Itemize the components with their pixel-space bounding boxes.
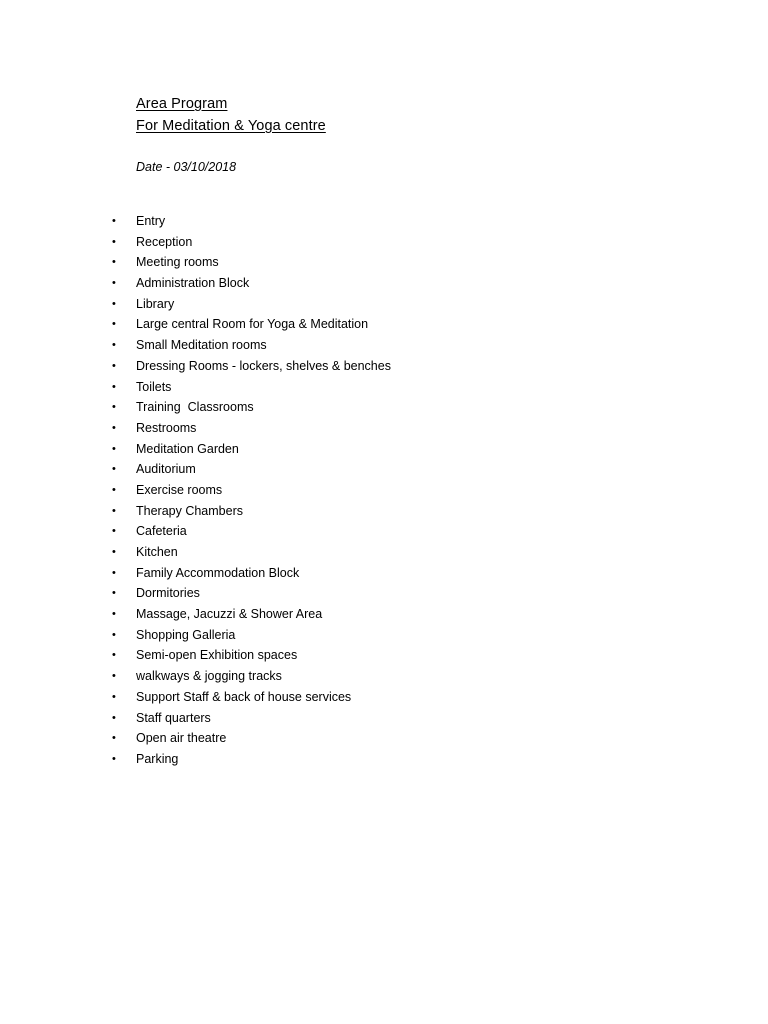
bullet-icon: • bbox=[112, 566, 116, 579]
bullet-icon: • bbox=[112, 483, 116, 496]
bullet-icon: • bbox=[112, 628, 116, 641]
list-item bbox=[0, 232, 520, 253]
list-item bbox=[0, 397, 520, 418]
list-item-label: Semi-open Exhibition spaces bbox=[136, 648, 298, 663]
list-item bbox=[0, 356, 520, 377]
area-program-list bbox=[0, 211, 520, 770]
list-item-label: Training Classrooms bbox=[136, 400, 254, 415]
list-item bbox=[0, 335, 520, 356]
bullet-icon: • bbox=[112, 649, 116, 662]
list-item bbox=[0, 377, 520, 398]
bullet-icon: • bbox=[112, 339, 116, 352]
list-item bbox=[0, 625, 520, 646]
list-item bbox=[0, 583, 520, 604]
list-item bbox=[0, 542, 520, 563]
bullet-icon: • bbox=[112, 711, 116, 724]
list-item-label: Parking bbox=[136, 751, 179, 766]
list-item bbox=[0, 563, 520, 584]
list-item-label: Restrooms bbox=[136, 420, 197, 435]
list-item-label: Meeting rooms bbox=[136, 255, 219, 270]
list-item-label: Support Staff & back of house services bbox=[136, 689, 352, 704]
list-item-label: Meditation Garden bbox=[136, 441, 239, 456]
list-item-label: Family Accommodation Block bbox=[136, 565, 300, 580]
bullet-icon: • bbox=[112, 463, 116, 476]
list-item bbox=[0, 252, 520, 273]
list-item bbox=[0, 294, 520, 315]
document-subtitle: For Meditation & Yoga centre bbox=[136, 118, 326, 134]
bullet-icon: • bbox=[112, 608, 116, 621]
document-title: Area Program bbox=[136, 96, 228, 112]
list-item bbox=[0, 604, 520, 625]
bullet-icon: • bbox=[112, 421, 116, 434]
bullet-icon: • bbox=[112, 215, 116, 227]
list-item bbox=[0, 687, 520, 708]
list-item-label: Massage, Jacuzzi & Shower Area bbox=[136, 607, 323, 622]
list-item bbox=[0, 728, 520, 749]
bullet-icon: • bbox=[112, 297, 116, 310]
list-item-label: Shopping Galleria bbox=[136, 627, 236, 642]
bullet-icon: • bbox=[112, 670, 116, 683]
list-item-label: walkways & jogging tracks bbox=[136, 669, 282, 684]
list-item-label: Administration Block bbox=[136, 276, 250, 291]
list-item-label: Kitchen bbox=[136, 545, 178, 559]
bullet-icon: • bbox=[112, 359, 116, 372]
bullet-icon: • bbox=[112, 235, 116, 248]
list-item bbox=[0, 418, 520, 439]
document-date: Date - 03/10/2018 bbox=[136, 160, 237, 174]
bullet-icon: • bbox=[112, 732, 116, 745]
bullet-icon: • bbox=[112, 442, 116, 455]
list-item-label: Dressing Rooms - lockers, shelves & benches bbox=[136, 358, 391, 373]
bullet-icon: • bbox=[112, 504, 116, 517]
list-item-label: Small Meditation rooms bbox=[136, 338, 267, 353]
list-item bbox=[0, 521, 520, 542]
bullet-icon: • bbox=[112, 380, 116, 393]
list-item-label: Entry bbox=[136, 214, 166, 228]
list-item-label: Library bbox=[136, 296, 175, 311]
bullet-icon: • bbox=[112, 401, 116, 414]
list-item-label: Cafeteria bbox=[136, 524, 187, 539]
list-item bbox=[0, 708, 520, 729]
list-item-label: Therapy Chambers bbox=[136, 503, 243, 518]
list-item bbox=[0, 211, 520, 232]
list-item bbox=[0, 480, 520, 501]
bullet-icon: • bbox=[112, 690, 116, 703]
list-item bbox=[0, 273, 520, 294]
list-item-label: Staff quarters bbox=[136, 710, 211, 725]
bullet-icon: • bbox=[112, 318, 116, 331]
list-item-label: Large central Room for Yoga & Meditation bbox=[136, 317, 369, 332]
list-item-label: Auditorium bbox=[136, 462, 196, 477]
bullet-icon: • bbox=[112, 277, 116, 290]
bullet-icon: • bbox=[112, 587, 116, 600]
list-item bbox=[0, 501, 520, 522]
list-item-label: Exercise rooms bbox=[136, 482, 223, 497]
bullet-icon: • bbox=[112, 752, 116, 765]
list-item bbox=[0, 749, 520, 770]
list-item bbox=[0, 666, 520, 687]
list-item-label: Open air theatre bbox=[136, 731, 227, 746]
bullet-icon: • bbox=[112, 256, 116, 269]
list-item bbox=[0, 439, 520, 460]
list-item bbox=[0, 645, 520, 666]
list-item-label: Reception bbox=[136, 234, 193, 249]
bullet-icon: • bbox=[112, 525, 116, 538]
list-item-label: Toilets bbox=[136, 379, 172, 394]
list-item bbox=[0, 459, 520, 480]
bullet-icon: • bbox=[112, 546, 116, 558]
list-item-label: Dormitories bbox=[136, 586, 200, 601]
list-item bbox=[0, 314, 520, 335]
